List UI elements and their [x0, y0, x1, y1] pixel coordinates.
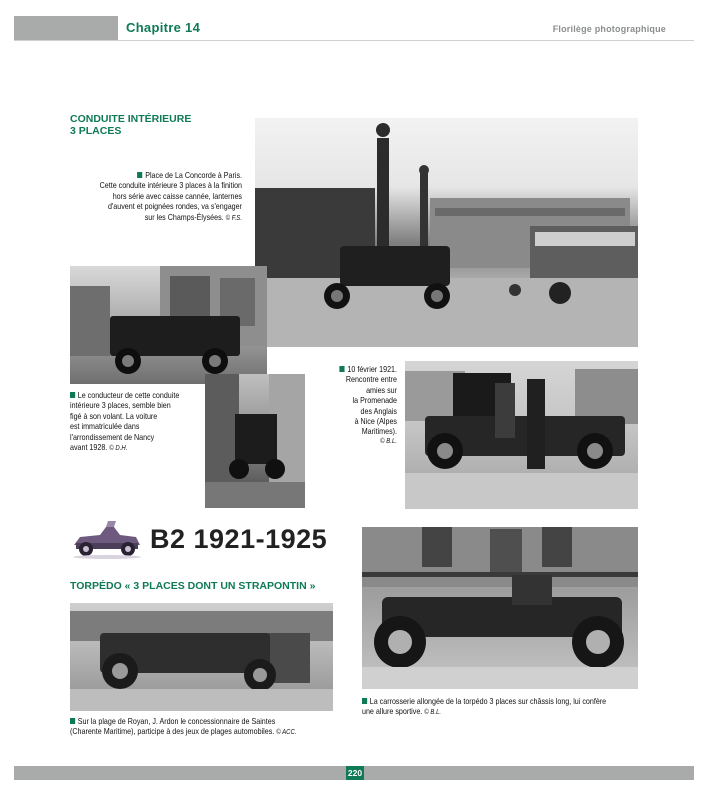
photo-credit: © B.L.: [424, 709, 442, 717]
caption-line: sur les Champs-Élysées.: [144, 211, 224, 222]
bullet-square-icon: [137, 172, 142, 178]
caption-line: l'arrondissement de Nancy: [70, 431, 155, 442]
caption-line: La carrosserie allongée de la torpédo 3 places sur châssis long, lui confère: [369, 696, 607, 706]
section-title-torpedo: TORPÉDO « 3 PLACES DONT UN STRAPONTIN »: [70, 580, 316, 592]
section-title-line: 3 PLACES: [70, 125, 122, 137]
caption-line: est immatriculée dans: [70, 421, 140, 432]
photo-promenade-nice: [405, 361, 638, 509]
caption-line: Rencontre entre: [345, 374, 397, 385]
photo-conducteur-car: [70, 266, 267, 384]
caption-conducteur: [70, 390, 208, 454]
era-heading: B2 1921-1925: [150, 524, 328, 554]
caption-line: Sur la plage de Royan, J. Ardon le concessionnaire de Saintes: [77, 716, 276, 726]
caption-line: figé à son volant. La voiture: [70, 410, 158, 421]
caption-line: (Charente Maritime), participe à des jeux de plages automobiles.: [70, 726, 275, 737]
photo-royan-beach: [70, 603, 333, 711]
vintage-torpedo-car-icon: [70, 517, 144, 559]
photo-torpedo-long-chassis: [362, 527, 638, 689]
photo-credit: © B.L.: [380, 437, 397, 445]
bullet-square-icon: [70, 718, 75, 724]
photo-place-concorde: [255, 118, 638, 347]
caption-line: Cette conduite intérieure 3 places à la finition: [99, 180, 242, 191]
photo-credit: © D.H.: [109, 445, 128, 453]
caption-line: intérieure 3 places, semble bien: [70, 400, 171, 411]
caption-nice: [320, 364, 397, 447]
caption-line: à Nice (Alpes: [354, 416, 397, 427]
caption-line: d'auvent et poignées rondes, va s'engager: [107, 201, 242, 212]
section-label: Florilège photographique: [552, 24, 666, 34]
caption-line: amies sur: [366, 384, 397, 395]
page-number: 220: [347, 768, 363, 778]
section-title-line: CONDUITE INTÉRIEURE: [70, 113, 192, 125]
caption-line: Place de La Concorde à Paris.: [145, 170, 242, 180]
caption-line: la Promenade: [352, 395, 397, 406]
chapter-label: Chapitre 14: [126, 20, 201, 35]
bullet-square-icon: [340, 366, 345, 372]
caption-line: Le conducteur de cette conduite: [77, 390, 180, 400]
caption-concorde: [70, 170, 242, 224]
caption-royan: [70, 716, 328, 739]
caption-line: une allure sportive.: [362, 706, 423, 717]
photo-credit: © F.S.: [225, 214, 242, 222]
caption-line: avant 1928.: [70, 442, 108, 453]
photo-street-car: [205, 374, 305, 508]
caption-line: hors série avec caisse cannée, lanternes: [112, 190, 242, 201]
bullet-square-icon: [362, 698, 367, 704]
caption-line: 10 février 1921.: [347, 364, 397, 374]
section-title-conduite: [70, 113, 191, 137]
caption-line: Maritimes).: [361, 426, 397, 437]
caption-line: des Anglais: [360, 405, 397, 416]
caption-carrosserie: [362, 696, 637, 719]
chapter-title: [126, 17, 200, 37]
header-rule: [14, 40, 694, 41]
header-bar-left: [14, 16, 118, 40]
photo-credit: © ACC.: [276, 729, 297, 737]
bullet-square-icon: [70, 392, 75, 398]
